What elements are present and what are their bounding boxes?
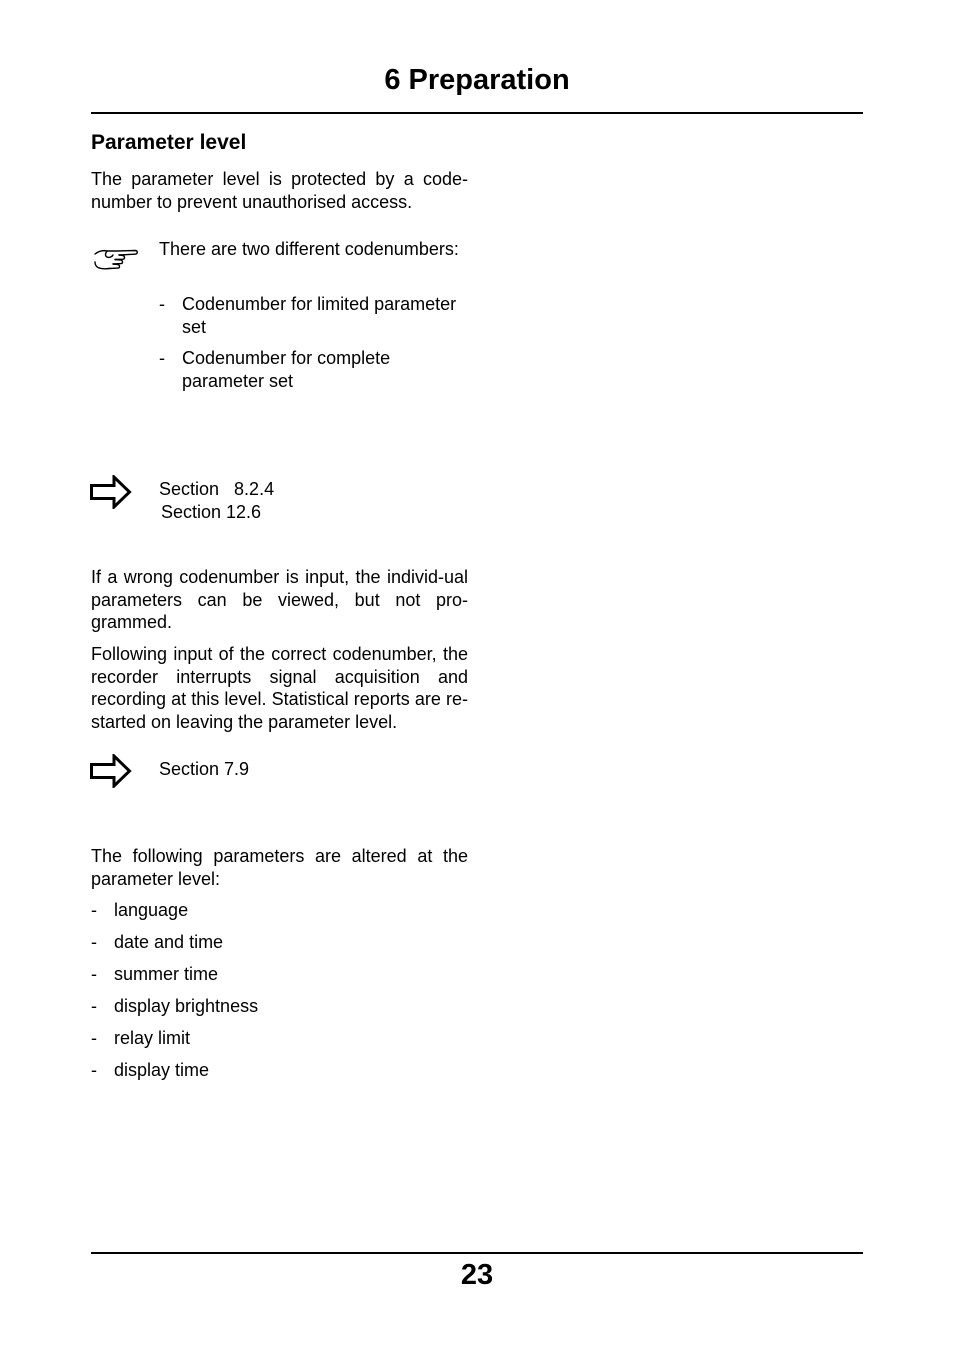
- footer-rule: [91, 1252, 863, 1254]
- parameter-text: display brightness: [114, 996, 259, 1016]
- paragraph-correct-code: Following input of the correct codenumber, the recorder interrupts signal acquisition and recording at this level. Statistical reports are re-started on leaving the parameter level.: [91, 644, 468, 732]
- reference-line: Section 7.9: [159, 759, 250, 779]
- chapter-title: 6 Preparation: [384, 64, 570, 96]
- list-item-text: Codenumber for complete parameter set: [182, 348, 391, 391]
- reference-line: Section 12.6: [161, 502, 262, 522]
- pointing-hand-icon: [93, 245, 139, 273]
- list-item-text: Codenumber for limited parameter set: [182, 294, 457, 337]
- reference-line: Section 8.2.4: [159, 479, 275, 499]
- parameter-text: language: [114, 900, 189, 920]
- paragraph-wrong-code: If a wrong codenumber is input, the individ-ual parameters can be viewed, but not pro-grammed.: [91, 567, 468, 632]
- arrow-right-icon: [90, 754, 132, 788]
- header-rule: [91, 112, 863, 114]
- page-number: 23: [460, 1259, 494, 1291]
- note-text: There are two different codenumbers:: [159, 239, 459, 259]
- parameter-text: date and time: [114, 932, 224, 952]
- parameter-text: display time: [114, 1060, 210, 1080]
- parameter-text: summer time: [114, 964, 219, 984]
- parameter-text: relay limit: [114, 1028, 191, 1048]
- section-heading: Parameter level: [91, 131, 247, 154]
- intro-paragraph: The parameter level is protected by a code-number to prevent unauthorised access.: [91, 169, 468, 212]
- arrow-right-icon: [90, 475, 132, 509]
- parameters-intro: The following parameters are altered at the parameter level:: [91, 846, 468, 889]
